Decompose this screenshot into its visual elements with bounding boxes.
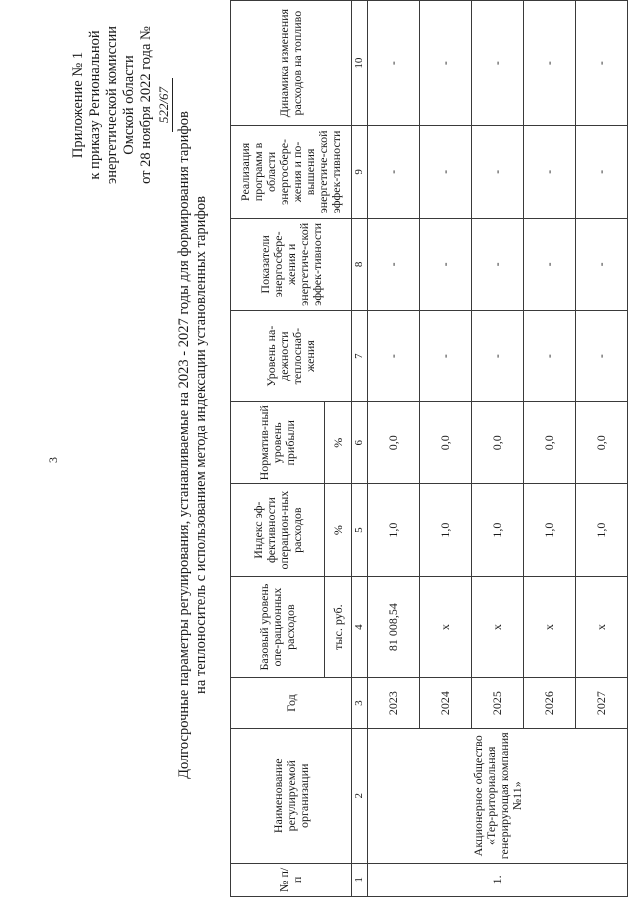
cell-base: х: [472, 576, 524, 678]
cell-fuel: -: [368, 1, 420, 126]
cell-indicators: -: [576, 218, 628, 310]
header-num: № п/п: [231, 863, 352, 896]
appendix-header: [70, 5, 173, 205]
column-number: 7: [352, 311, 368, 402]
cell-year: 2027: [576, 678, 628, 728]
cell-efficiency: 1,0: [420, 484, 472, 576]
cell-base: х: [420, 576, 472, 678]
appendix-line: энергетической комиссии Омской области: [104, 25, 137, 185]
page-number: 3: [46, 457, 60, 463]
title-line: на теплоноситель с использованием метода индексации установленных тарифов: [193, 196, 209, 694]
header-fuel: Динамика изменения расходов на топливо: [231, 1, 352, 126]
header-org: Наименование регулируемой организации: [231, 728, 352, 863]
cell-profit: 0,0: [472, 402, 524, 484]
column-number: 6: [352, 402, 368, 484]
cell-reliability: -: [576, 311, 628, 402]
column-number: 10: [352, 1, 368, 126]
cell-programs: -: [576, 126, 628, 218]
cell-reliability: -: [472, 311, 524, 402]
column-number-row: [352, 1, 368, 897]
header-row: [231, 1, 325, 897]
unit-profit: %: [325, 402, 352, 484]
cell-efficiency: 1,0: [524, 484, 576, 576]
column-number: 8: [352, 218, 368, 310]
cell-fuel: -: [472, 1, 524, 126]
cell-profit: 0,0: [524, 402, 576, 484]
column-number: 2: [352, 728, 368, 863]
header-base-level: Базовый уровень опе-рационных расходов: [231, 576, 325, 678]
cell-fuel: -: [420, 1, 472, 126]
cell-base: х: [576, 576, 628, 678]
cell-reliability: -: [368, 311, 420, 402]
unit-efficiency: %: [325, 484, 352, 576]
cell-indicators: -: [472, 218, 524, 310]
cell-profit: 0,0: [420, 402, 472, 484]
column-number: 3: [352, 678, 368, 728]
handwritten-order-number: 522/67: [155, 78, 173, 132]
organization-name: Акционерное общество «Тер-риториальная генерирующая компания №11»: [368, 728, 628, 863]
cell-year: 2025: [472, 678, 524, 728]
parameters-table: [230, 0, 628, 897]
document-title: [176, 85, 210, 805]
appendix-line: [138, 5, 173, 205]
cell-indicators: -: [524, 218, 576, 310]
column-number: 5: [352, 484, 368, 576]
cell-indicators: -: [420, 218, 472, 310]
header-year: Год: [231, 678, 352, 728]
header-energy-indicators: Показатели энергосбере-жения и энергетиче-ской эффек-тивности: [231, 218, 352, 310]
title-line: Долгосрочные параметры регулирования, устанавливаемые на 2023 - 2027 годы для формирования тарифов: [176, 111, 192, 779]
cell-profit: 0,0: [576, 402, 628, 484]
unit-base: тыс. руб.: [325, 576, 352, 678]
cell-year: 2026: [524, 678, 576, 728]
cell-programs: -: [472, 126, 524, 218]
column-number: 4: [352, 576, 368, 678]
header-reliability: Уровень на-дежности теплоснаб-жения: [231, 311, 352, 402]
column-number: 1: [352, 863, 368, 896]
cell-year: 2023: [368, 678, 420, 728]
header-profit: Норматив-ный уровень прибыли: [231, 402, 325, 484]
cell-reliability: -: [524, 311, 576, 402]
cell-efficiency: 1,0: [576, 484, 628, 576]
cell-programs: -: [368, 126, 420, 218]
cell-base: 81 008,54: [368, 576, 420, 678]
cell-programs: -: [524, 126, 576, 218]
row-number: 1.: [368, 863, 628, 896]
cell-fuel: -: [576, 1, 628, 126]
cell-reliability: -: [420, 311, 472, 402]
header-efficiency: Индекс эф-фективности операцион-ных расходов: [231, 484, 325, 576]
cell-indicators: -: [368, 218, 420, 310]
cell-profit: 0,0: [368, 402, 420, 484]
appendix-date: от 28 ноября 2022 года №: [138, 26, 154, 184]
appendix-line: к приказу Региональной: [87, 30, 103, 180]
cell-year: 2024: [420, 678, 472, 728]
cell-efficiency: 1,0: [368, 484, 420, 576]
cell-fuel: -: [524, 1, 576, 126]
table-row: [368, 1, 420, 897]
appendix-line: Приложение № 1: [70, 51, 86, 159]
cell-programs: -: [420, 126, 472, 218]
header-programs: Реализация программ в области энергосбере-жения и по-вышения энергетиче-ской эффек-тивности: [231, 126, 352, 218]
column-number: 9: [352, 126, 368, 218]
cell-base: х: [524, 576, 576, 678]
cell-efficiency: 1,0: [472, 484, 524, 576]
